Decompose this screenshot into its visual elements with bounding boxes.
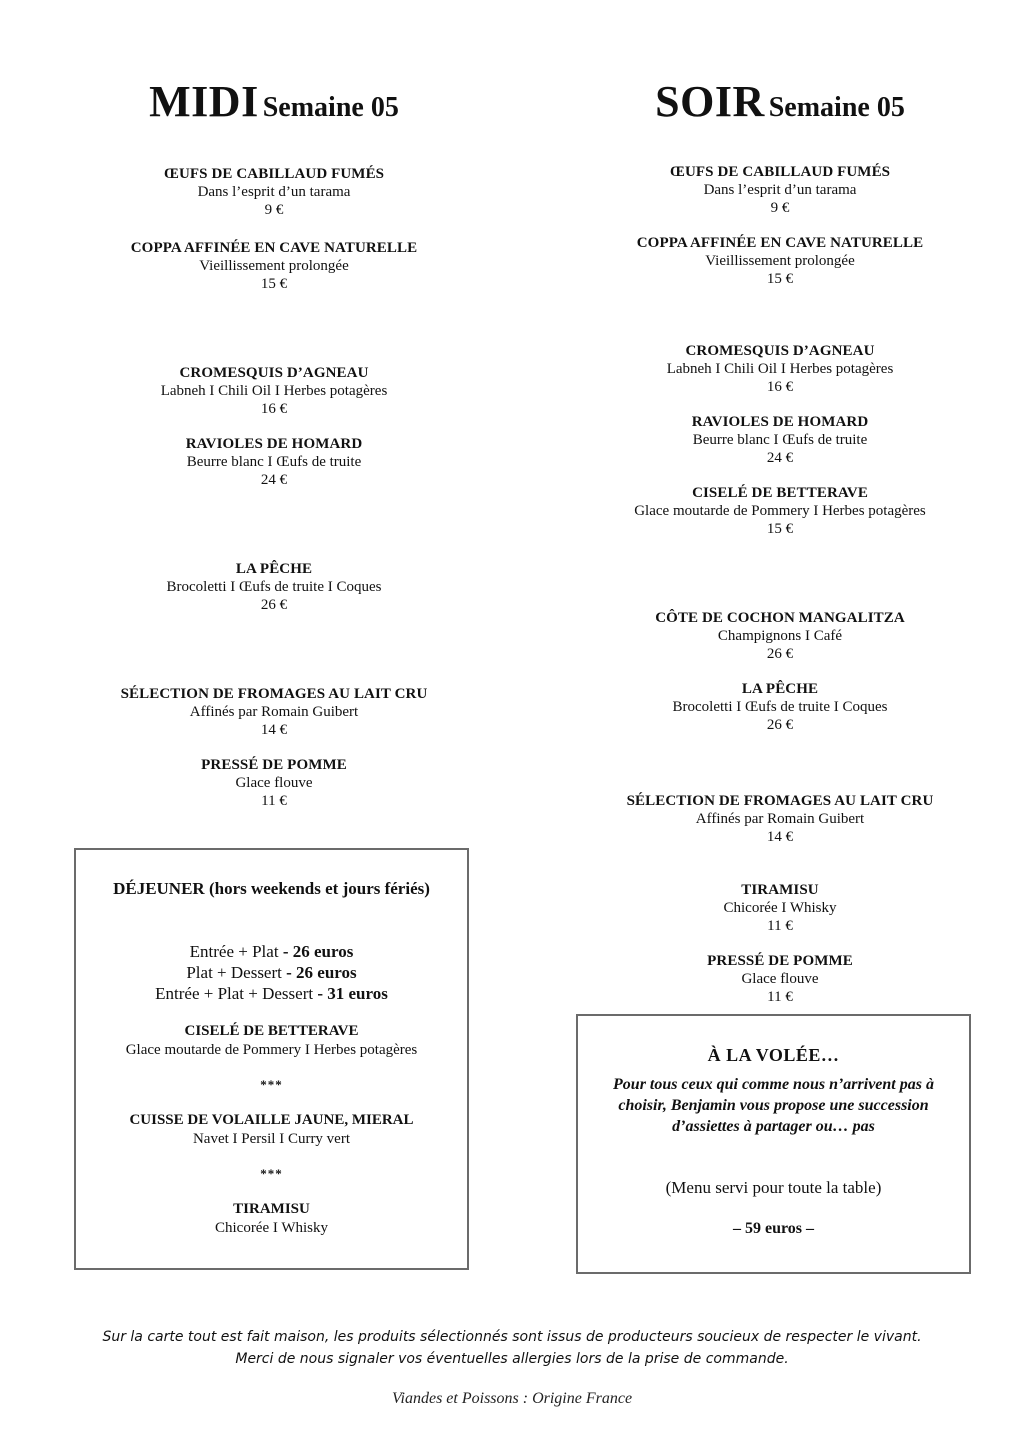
soir-week: Semaine 05 — [768, 92, 905, 123]
dish-price: 15 € — [766, 271, 794, 287]
dish-name: COPPA AFFINÉE EN CAVE NATURELLE — [130, 240, 418, 256]
midi-title: MIDI — [149, 77, 259, 126]
dish-price: 11 € — [261, 793, 287, 809]
menu-item — [70, 756, 478, 810]
dish-price: 15 € — [260, 276, 288, 292]
menu-item — [576, 413, 984, 467]
formula-line — [76, 962, 467, 983]
menu-item — [576, 342, 984, 396]
dish-description: Labneh I Chili Oil I Herbes potagères — [160, 383, 388, 399]
dish-name: LA PÊCHE — [741, 681, 819, 697]
menu-item — [576, 680, 984, 734]
dish-name: PRESSÉ DE POMME — [707, 953, 853, 969]
formula-label: Entrée + Plat + Dessert — [155, 984, 314, 1003]
course-description: Glace moutarde de Pommery I Herbes potagères — [125, 1042, 418, 1058]
formula-price: - 26 euros — [286, 963, 357, 982]
dish-price: 11 € — [767, 918, 793, 934]
dish-price: 26 € — [766, 646, 794, 662]
dish-name: RAVIOLES DE HOMARD — [691, 414, 869, 430]
dish-price: 15 € — [766, 521, 794, 537]
menu-item — [576, 881, 984, 935]
dish-description: Champignons I Café — [717, 628, 843, 644]
formula-line — [76, 941, 467, 962]
footer — [0, 1326, 1024, 1370]
dish-description: Glace moutarde de Pommery I Herbes potagères — [634, 503, 926, 519]
menu-item — [576, 952, 984, 1006]
course-separator: *** — [260, 1077, 283, 1092]
course-name: CUISSE DE VOLAILLE JAUNE, MIERAL — [129, 1112, 414, 1128]
menu-item — [70, 435, 478, 489]
dish-name: ŒUFS DE CABILLAUD FUMÉS — [163, 166, 385, 182]
dish-name: RAVIOLES DE HOMARD — [185, 436, 363, 452]
soir-title: SOIR — [655, 77, 765, 126]
dish-description: Chicorée I Whisky — [723, 900, 837, 916]
menu-item — [576, 234, 984, 288]
menu-item — [70, 165, 478, 219]
dish-description: Dans l’esprit d’un tarama — [197, 184, 351, 200]
dish-description: Glace flouve — [235, 775, 313, 791]
dish-name: SÉLECTION DE FROMAGES AU LAIT CRU — [626, 793, 934, 809]
lunch-formula-box — [74, 848, 469, 1270]
tasting-menu-price: – 59 euros – — [732, 1220, 815, 1237]
tasting-menu-description: Pour tous ceux qui comme nous n’arrivent pas à choisir, Benjamin vous propose une succession d’assiettes à partager ou… pas — [613, 1076, 934, 1135]
dish-name: ŒUFS DE CABILLAUD FUMÉS — [669, 164, 891, 180]
soir-heading — [576, 76, 984, 127]
course-description: Chicorée I Whisky — [214, 1220, 329, 1236]
dish-price: 9 € — [264, 202, 284, 218]
dish-name: LA PÊCHE — [235, 561, 313, 577]
dish-description: Beurre blanc I Œufs de truite — [186, 454, 362, 470]
dish-price: 14 € — [260, 722, 288, 738]
dish-price: 24 € — [766, 450, 794, 466]
midi-week: Semaine 05 — [262, 92, 399, 123]
footer-origin: Viandes et Poissons : Origine France — [391, 1390, 633, 1407]
course-name: TIRAMISU — [233, 1201, 310, 1217]
dish-name: SÉLECTION DE FROMAGES AU LAIT CRU — [120, 686, 428, 702]
dish-name: TIRAMISU — [741, 882, 819, 898]
dish-price: 9 € — [770, 200, 790, 216]
dish-name: CÔTE DE COCHON MANGALITZA — [655, 610, 905, 626]
midi-heading — [70, 76, 478, 127]
dish-description: Affinés par Romain Guibert — [189, 704, 359, 720]
dish-description: Dans l’esprit d’un tarama — [703, 182, 857, 198]
tasting-menu-title: À LA VOLÉE… — [707, 1045, 840, 1065]
lunch-title: DÉJEUNER (hors weekends et jours fériés) — [113, 879, 430, 898]
dish-description: Beurre blanc I Œufs de truite — [692, 432, 868, 448]
footer-allergy-note: Merci de nous signaler vos éventuelles allergies lors de la prise de commande. — [235, 1351, 789, 1367]
dish-description: Affinés par Romain Guibert — [695, 811, 865, 827]
footer-homemade-note: Sur la carte tout est fait maison, les produits sélectionnés sont issus de producteurs soucieux de respecter le vivant. — [102, 1329, 922, 1345]
dish-description: Vieillissement prolongée — [199, 258, 349, 274]
menu-item — [70, 239, 478, 293]
dish-description: Brocoletti I Œufs de truite I Coques — [166, 579, 382, 595]
formula-label: Plat + Dessert — [186, 963, 282, 982]
tasting-menu-box — [576, 1014, 971, 1274]
dish-name: CISELÉ DE BETTERAVE — [692, 485, 868, 501]
menu-item — [576, 792, 984, 846]
dish-price: 14 € — [766, 829, 794, 845]
formula-price: - 31 euros — [317, 984, 388, 1003]
menu-item — [576, 609, 984, 663]
dish-name: PRESSÉ DE POMME — [201, 757, 347, 773]
dish-description: Glace flouve — [741, 971, 819, 987]
dish-description: Labneh I Chili Oil I Herbes potagères — [666, 361, 894, 377]
dish-price: 24 € — [260, 472, 288, 488]
course-description: Navet I Persil I Curry vert — [192, 1131, 351, 1147]
course-name: CISELÉ DE BETTERAVE — [184, 1023, 359, 1039]
formula-label: Entrée + Plat — [189, 942, 279, 961]
menu-item — [70, 685, 478, 739]
dish-description: Vieillissement prolongée — [705, 253, 855, 269]
dish-price: 26 € — [766, 717, 794, 733]
formula-price: - 26 euros — [282, 942, 354, 961]
menu-item — [576, 163, 984, 217]
dish-name: CROMESQUIS D’AGNEAU — [179, 365, 369, 381]
dish-description: Brocoletti I Œufs de truite I Coques — [672, 699, 888, 715]
menu-item — [70, 560, 478, 614]
dish-name: CROMESQUIS D’AGNEAU — [685, 343, 875, 359]
dish-name: COPPA AFFINÉE EN CAVE NATURELLE — [636, 235, 924, 251]
course-separator: *** — [260, 1166, 283, 1181]
formula-line — [76, 983, 467, 1004]
menu-item — [576, 484, 984, 538]
dish-price: 26 € — [260, 597, 288, 613]
dish-price: 16 € — [260, 401, 288, 417]
dish-price: 16 € — [766, 379, 794, 395]
tasting-menu-note: (Menu servi pour toute la table) — [665, 1178, 882, 1197]
dish-price: 11 € — [767, 989, 793, 1005]
menu-item — [70, 364, 478, 418]
